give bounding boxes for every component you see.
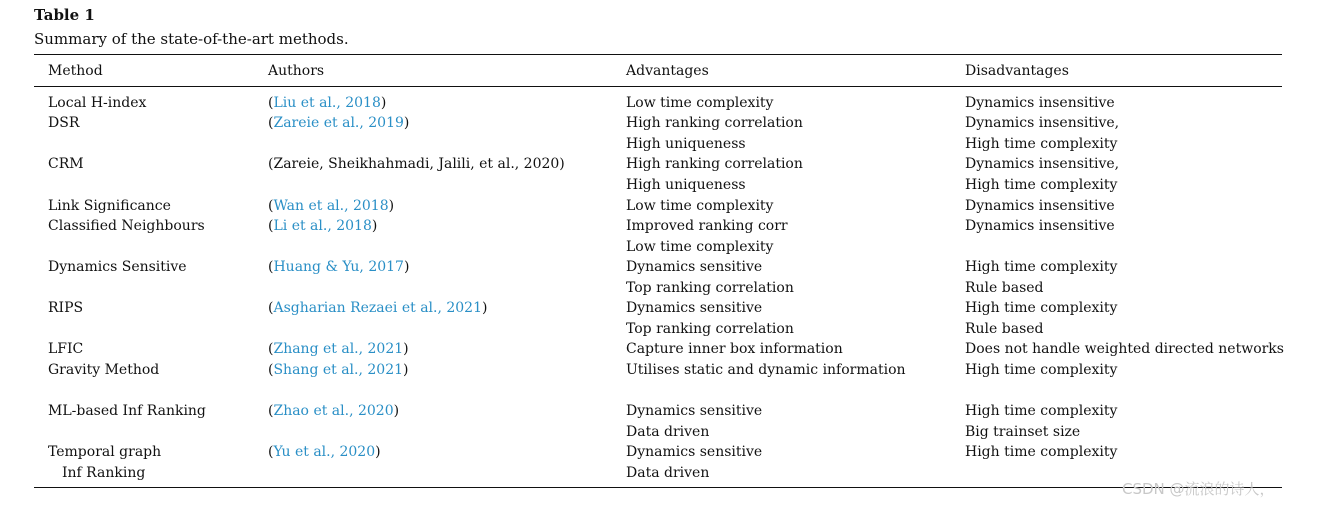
table-cell-advantage: High ranking correlation	[626, 156, 803, 172]
table-cell-disadvantage: High time complexity	[965, 135, 1118, 152]
table-cell-method: RIPS	[48, 300, 84, 316]
table-cell-advantage: High uniqueness	[626, 135, 746, 152]
table-cell-disadvantage: Dynamics insensitive	[965, 198, 1115, 214]
table-cell-disadvantage: High time complexity	[965, 444, 1118, 460]
table-cell-advantage: High uniqueness	[626, 176, 746, 193]
table-caption-subtitle: Summary of the state-of-the-art methods.	[34, 30, 349, 48]
table-cell-advantage: Low time complexity	[626, 95, 774, 111]
table-cell-author: (Zhao et al., 2020)	[268, 403, 400, 419]
table-cell-author: (Liu et al., 2018)	[268, 95, 387, 111]
citation-link[interactable]: Li et al., 2018	[273, 218, 372, 234]
table-cell-author: (Wan et al., 2018)	[268, 198, 395, 214]
table-cell-author: (Huang & Yu, 2017)	[268, 259, 410, 275]
table-cell-disadvantage: Dynamics insensitive	[965, 218, 1115, 234]
table-cell-method: CRM	[48, 156, 84, 172]
table-cell-method: ML-based Inf Ranking	[48, 403, 206, 419]
table-cell-disadvantage: Rule based	[965, 279, 1044, 296]
table-cell-method: Local H-index	[48, 95, 147, 111]
table-cell-method: Classified Neighbours	[48, 218, 205, 234]
table-cell-advantage: Low time complexity	[626, 198, 774, 214]
table-cell-advantage: Low time complexity	[626, 238, 774, 255]
table-cell-advantage: Top ranking correlation	[626, 279, 794, 296]
citation-link[interactable]: Shang et al., 2021	[273, 362, 404, 378]
table-header-method: Method	[48, 63, 103, 79]
table-cell-method-cont: Inf Ranking	[62, 464, 146, 481]
table-cell-disadvantage: Dynamics insensitive	[965, 95, 1115, 111]
citation-link[interactable]: Zhang et al., 2021	[273, 341, 404, 357]
table-cell-advantage: Dynamics sensitive	[626, 403, 763, 419]
table-header-rule	[34, 86, 1282, 87]
table-cell-advantage: Data driven	[626, 423, 710, 440]
table-cell-disadvantage: Dynamics insensitive,	[965, 115, 1120, 131]
citation-link[interactable]: Asgharian Rezaei et al., 2021	[273, 300, 482, 316]
table-cell-disadvantage: Big trainset size	[965, 423, 1081, 440]
table-cell-method: Temporal graph	[48, 444, 162, 460]
table-cell-advantage: Improved ranking corr	[626, 218, 788, 234]
table-cell-disadvantage: High time complexity	[965, 362, 1118, 378]
table-cell-disadvantage: Rule based	[965, 320, 1044, 337]
table-cell-method: DSR	[48, 115, 80, 131]
table-cell-author: (Shang et al., 2021)	[268, 362, 409, 378]
table-cell-author: (Yu et al., 2020)	[268, 444, 381, 460]
table-cell-author: (Zareie et al., 2019)	[268, 115, 410, 131]
table-cell-disadvantage: High time complexity	[965, 300, 1118, 316]
table-cell-advantage: Dynamics sensitive	[626, 300, 763, 316]
citation-link[interactable]: Huang & Yu, 2017	[273, 259, 404, 275]
table-cell-author: (Asgharian Rezaei et al., 2021)	[268, 300, 488, 316]
citation-link[interactable]: Yu et al., 2020	[273, 444, 376, 460]
citation-link[interactable]: Zareie et al., 2019	[273, 115, 404, 131]
citation-link[interactable]: Zhao et al., 2020	[273, 403, 394, 419]
table-cell-disadvantage: Does not handle weighted directed networks	[965, 341, 1284, 357]
table-cell-advantage: High ranking correlation	[626, 115, 803, 131]
table-cell-advantage: Dynamics sensitive	[626, 259, 763, 275]
table-cell-advantage: Utilises static and dynamic information	[626, 362, 906, 378]
table-cell-advantage: Capture inner box information	[626, 341, 843, 357]
table-cell-disadvantage: High time complexity	[965, 176, 1118, 193]
table-cell-disadvantage: High time complexity	[965, 259, 1118, 275]
table-cell-author: (Li et al., 2018)	[268, 218, 378, 234]
table-bottom-rule	[34, 487, 1282, 488]
citation-link[interactable]: Liu et al., 2018	[273, 95, 381, 111]
table-header-authors: Authors	[268, 63, 325, 79]
table-caption-title: Table 1	[34, 6, 95, 24]
table-cell-disadvantage: Dynamics insensitive,	[965, 156, 1120, 172]
table-cell-advantage: Top ranking correlation	[626, 320, 794, 337]
table-cell-method: LFIC	[48, 341, 84, 357]
table-cell-advantage: Data driven	[626, 464, 710, 481]
table-cell-disadvantage: High time complexity	[965, 403, 1118, 419]
watermark: CSDN @流浪的诗人，	[1122, 480, 1275, 498]
table-header-advantages: Advantages	[626, 63, 709, 79]
table-cell-advantage: Dynamics sensitive	[626, 444, 763, 460]
table-top-rule	[34, 54, 1282, 55]
table-cell-method: Dynamics Sensitive	[48, 259, 187, 275]
table-header-disadvantages: Disadvantages	[965, 63, 1069, 79]
citation-link[interactable]: Wan et al., 2018	[273, 198, 389, 214]
table-cell-method: Gravity Method	[48, 362, 160, 378]
table-cell-method: Link Significance	[48, 198, 171, 214]
table-cell-author: (Zhang et al., 2021)	[268, 341, 409, 357]
table-cell-author: (Zareie, Sheikhahmadi, Jalili, et al., 2020)	[268, 156, 565, 172]
